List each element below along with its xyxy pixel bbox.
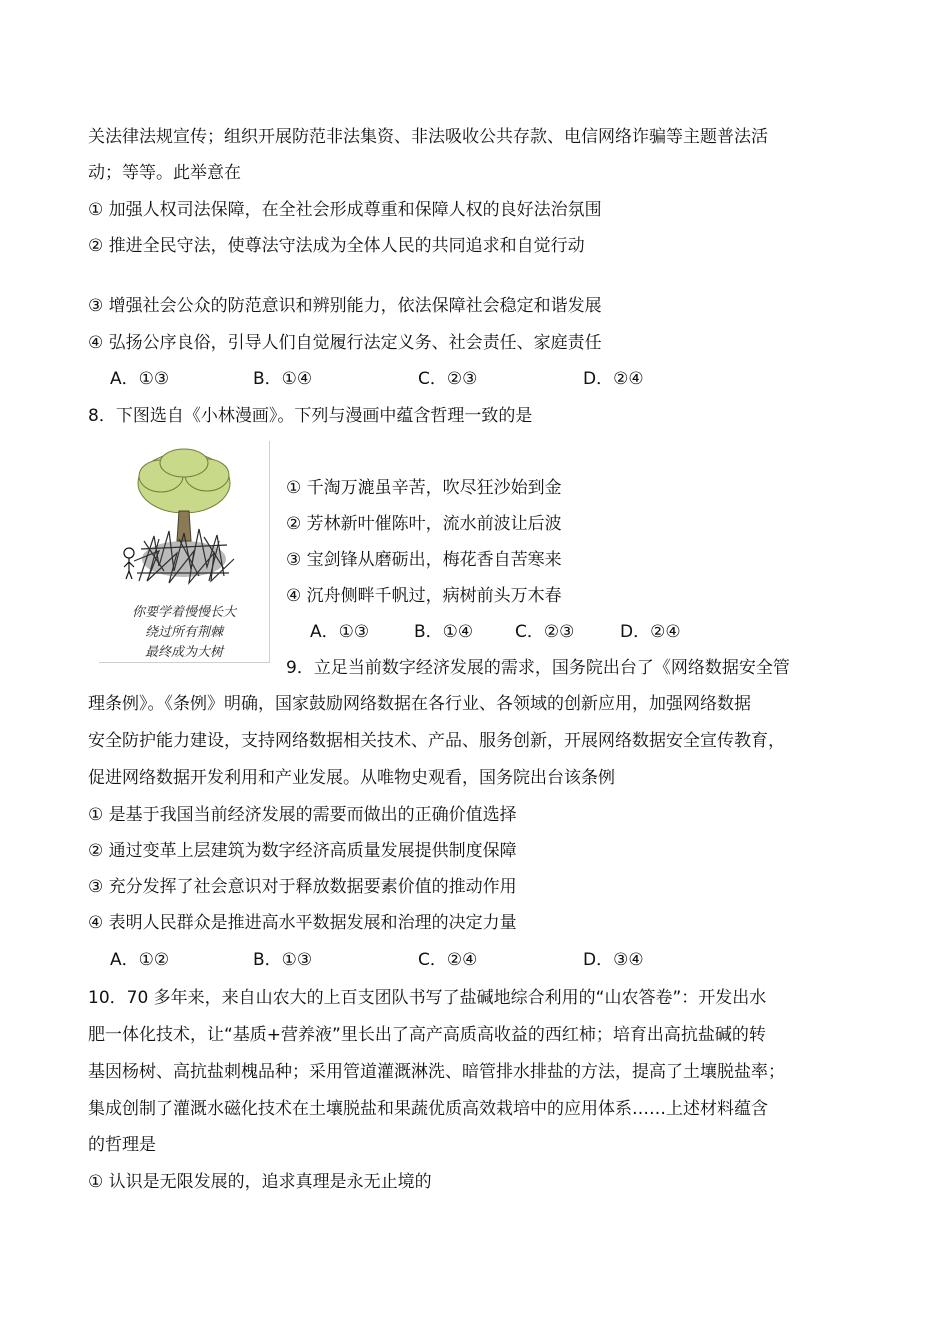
q8-option-a: A．①③ [310,622,370,642]
cartoon-caption-1: 你要学着慢慢长大 [131,605,236,620]
q10-stem-line-4: 集成创制了灌溉水磁化技术在土壤脱盐和果蔬优质高效栽培中的应用体系……上述材料蕴含 [88,1099,768,1119]
q8-item-3: ③ 宝剑锋从磨砺出，梅花香自苦寒来 [286,550,562,570]
q9-item-4: ④ 表明人民群众是推进高水平数据发展和治理的决定力量 [88,913,517,933]
q9-stem-line-2: 理条例》。《条例》明确，国家鼓励网络数据在各行业、各领域的创新应用，加强网络数据 [88,694,751,714]
q9-stem-line-4: 促进网络数据开发利用和产业发展。从唯物史观看，国务院出台该条例 [88,768,615,788]
cartoon-caption-2: 绕过所有荆棘 [144,625,223,640]
q9-option-d: D．③④ [583,950,644,970]
q7-item-3: ③ 增强社会公众的防范意识和辨别能力，依法保障社会稳定和谐发展 [88,296,602,316]
q7-stem-line-2: 动；等等。此举意在 [88,163,241,183]
q9-stem-line-1: 9．立足当前数字经济发展的需求，国务院出台了《网络数据安全管 [286,658,790,678]
q9-option-a: A．①② [110,950,170,970]
q9-option-b: B．①③ [253,950,313,970]
q7-item-2: ② 推进全民守法，使尊法守法成为全体人民的共同追求和自觉行动 [88,236,585,256]
q10-stem-line-2: 肥一体化技术，让“基质+营养液”里长出了高产高质高收益的西红柿；培育出高抗盐碱的转 [88,1025,766,1045]
q7-option-b: B．①④ [253,369,313,389]
q10-stem-line-1: 10．70 多年来，来自山农大的上百支团队书写了盐碱地综合利用的“山农答卷”：开发出水 [88,988,767,1008]
q8-option-c: C．②③ [515,622,575,642]
q9-item-1: ① 是基于我国当前经济发展的需要而做出的正确价值选择 [88,805,517,825]
tree-thorns-icon [99,441,269,601]
q8-stem: 8．下图选自《小林漫画》。下列与漫画中蕴含哲理一致的是 [88,406,533,426]
q8-option-d: D．②④ [620,622,681,642]
q10-item-1: ① 认识是无限发展的，追求真理是永无止境的 [88,1172,432,1192]
q7-option-a: A．①③ [110,369,170,389]
q7-option-c: C．②③ [418,369,478,389]
q7-stem-line-1: 关法律法规宣传；组织开展防范非法集资、非法吸收公共存款、电信网络诈骗等主题普法活 [88,127,768,147]
q9-stem-line-3: 安全防护能力建设，支持网络数据相关技术、产品、服务创新，开展网络数据安全宣传教育， [88,731,785,751]
q9-item-2: ② 通过变革上层建筑为数字经济高质量发展提供制度保障 [88,841,517,861]
cartoon-image [99,441,270,663]
cartoon-caption-3: 最终成为大树 [144,645,223,660]
q8-item-4: ④ 沉舟侧畔千帆过，病树前头万木春 [286,586,562,606]
q8-item-2: ② 芳林新叶催陈叶，流水前波让后波 [286,514,562,534]
q7-item-1: ① 加强人权司法保障，在全社会形成尊重和保障人权的良好法治氛围 [88,200,602,220]
q9-option-c: C．②④ [418,950,478,970]
q10-stem-line-3: 基因杨树、高抗盐刺槐品种；采用管道灌溉淋洗、暗管排水排盐的方法，提高了土壤脱盐率； [88,1062,785,1082]
q9-item-3: ③ 充分发挥了社会意识对于释放数据要素价值的推动作用 [88,877,517,897]
q7-item-4: ④ 弘扬公序良俗，引导人们自觉履行法定义务、社会责任、家庭责任 [88,333,602,353]
q8-item-1: ① 千淘万漉虽辛苦，吹尽狂沙始到金 [286,478,562,498]
q7-option-d: D．②④ [583,369,644,389]
q10-stem-line-5: 的哲理是 [88,1135,156,1155]
q8-option-b: B．①④ [414,622,474,642]
